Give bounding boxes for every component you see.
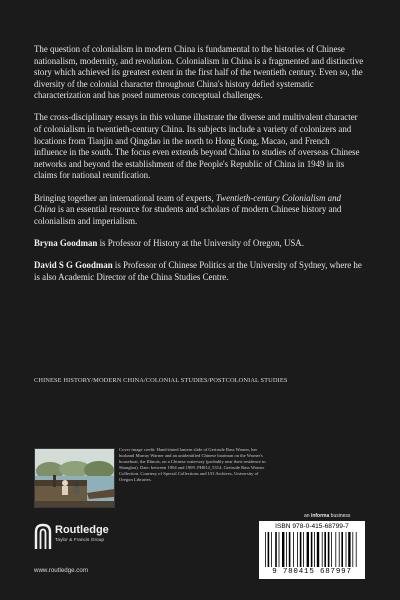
publisher-name: Routledge xyxy=(55,524,109,536)
isbn-number: ISBN 978-0-415-68799-7 xyxy=(275,523,349,530)
editor-bio-1 xyxy=(34,238,364,250)
editor-name-2: David S G Goodman xyxy=(34,259,113,270)
subject-categories: CHINESE HISTORY/MODERN CHINA/COLONIAL STUDIES/POSTCOLONIAL STUDIES xyxy=(34,377,288,384)
editor-bio-2 xyxy=(34,260,364,283)
blurb-paragraph-3-intro: Bringing together an international team of experts, xyxy=(34,192,216,203)
barcode-bar xyxy=(324,532,326,567)
barcode-icon xyxy=(263,532,361,568)
barcode-bar xyxy=(297,532,298,567)
barcode-bar xyxy=(265,532,266,567)
barcode-bar xyxy=(339,532,340,567)
barcode-bar xyxy=(348,532,350,567)
barcode-bar xyxy=(275,532,277,567)
barcode-bar xyxy=(328,532,330,567)
informa-brand: informa xyxy=(310,513,330,519)
barcode-bar xyxy=(303,532,304,567)
editor-bio-text-2: is Professor of Chinese Politics at the University of Sydney, where he is also Academic Director of the China Studies Centre. xyxy=(34,259,362,282)
barcode-bar xyxy=(314,532,315,567)
publisher-url[interactable]: www.routledge.com xyxy=(34,567,88,574)
informa-business-label xyxy=(304,513,350,519)
barcode-bar xyxy=(271,532,272,567)
book-title: Twentieth-century Colonialism and China xyxy=(34,192,341,215)
back-cover-blurb xyxy=(34,44,364,294)
barcode-bar xyxy=(322,532,323,567)
barcode-bar xyxy=(293,532,294,567)
barcode-bar xyxy=(317,532,319,567)
barcode-bar xyxy=(331,532,332,567)
barcode-bar xyxy=(279,532,280,567)
blurb-paragraph-2: The cross-disciplinary essays in this volume illustrate the diverse and multivalent character of colonialism in twentieth-century China. Its subjects include a variety of colonizers and locations from Tianjin and Qingdao in the north to Hong Kong, Macao, and French influence in the south. The focus even extends beyond China to studies of overseas Chinese networks and beyond the establishment of the People's Republic of China in 1949 in its claims for national reunification. xyxy=(34,112,360,181)
barcode-bar xyxy=(300,532,302,567)
blurb-paragraph-1: The question of colonialism in modern China is fundamental to the histories of Chinese nationalism, modernity, and revolution. Colonialism in China is a fragmented and distinctive story which achieved its greatest extent in the first half of the twentieth century. Even so, the diversity of the colonial character throughout China's history defied systematic characterization and has posed numerous conceptual challenges. xyxy=(34,44,364,101)
barcode-bar xyxy=(307,532,309,567)
editor-name-1: Bryna Goodman xyxy=(34,237,98,248)
barcode-bar xyxy=(352,532,353,567)
cover-photo-thumbnail xyxy=(34,448,115,508)
blurb-paragraph-3 xyxy=(34,193,364,228)
barcode-digits: 9 780415 687997 xyxy=(272,568,352,576)
publisher-group: Taylor & Francis Group xyxy=(55,538,105,543)
barcode-bar xyxy=(356,532,357,567)
barcode-bar xyxy=(346,532,347,567)
barcode-bar xyxy=(289,532,291,567)
cover-image-credit: Cover image credit: Hand-tinted lantern slide of Gertrude Bass Warner, her husband Murray Warner and an unidentified Chinese boatman on the Warner's houseboat, the Illinois, on a Chinese waterway (probably near their residence in Shanghai). Date: between 1904 and 1909. PH014_5314. Gertrude Bass Warner Collection. Courtesy of Special Collections and UO Archives, University of Oregon Libraries. xyxy=(119,447,266,482)
barcode-bar xyxy=(311,532,313,567)
editor-bio-text-1: is Professor of History at the University of Oregon, USA. xyxy=(97,237,304,248)
barcode-bar xyxy=(286,532,287,567)
barcode-bar xyxy=(335,532,336,567)
isbn-barcode-block xyxy=(259,521,365,579)
informa-label-prefix: an xyxy=(304,513,311,519)
houseboat-scene-image xyxy=(35,449,114,507)
barcode-bar xyxy=(282,532,284,567)
informa-label-suffix: business xyxy=(329,513,351,519)
barcode-bar xyxy=(341,532,343,567)
routledge-logo-icon xyxy=(34,523,52,551)
barcode-bar xyxy=(268,532,270,567)
blurb-paragraph-3-end: is an essential resource for students and scholars of modern Chinese history and colonialism and imperialism. xyxy=(34,204,342,226)
